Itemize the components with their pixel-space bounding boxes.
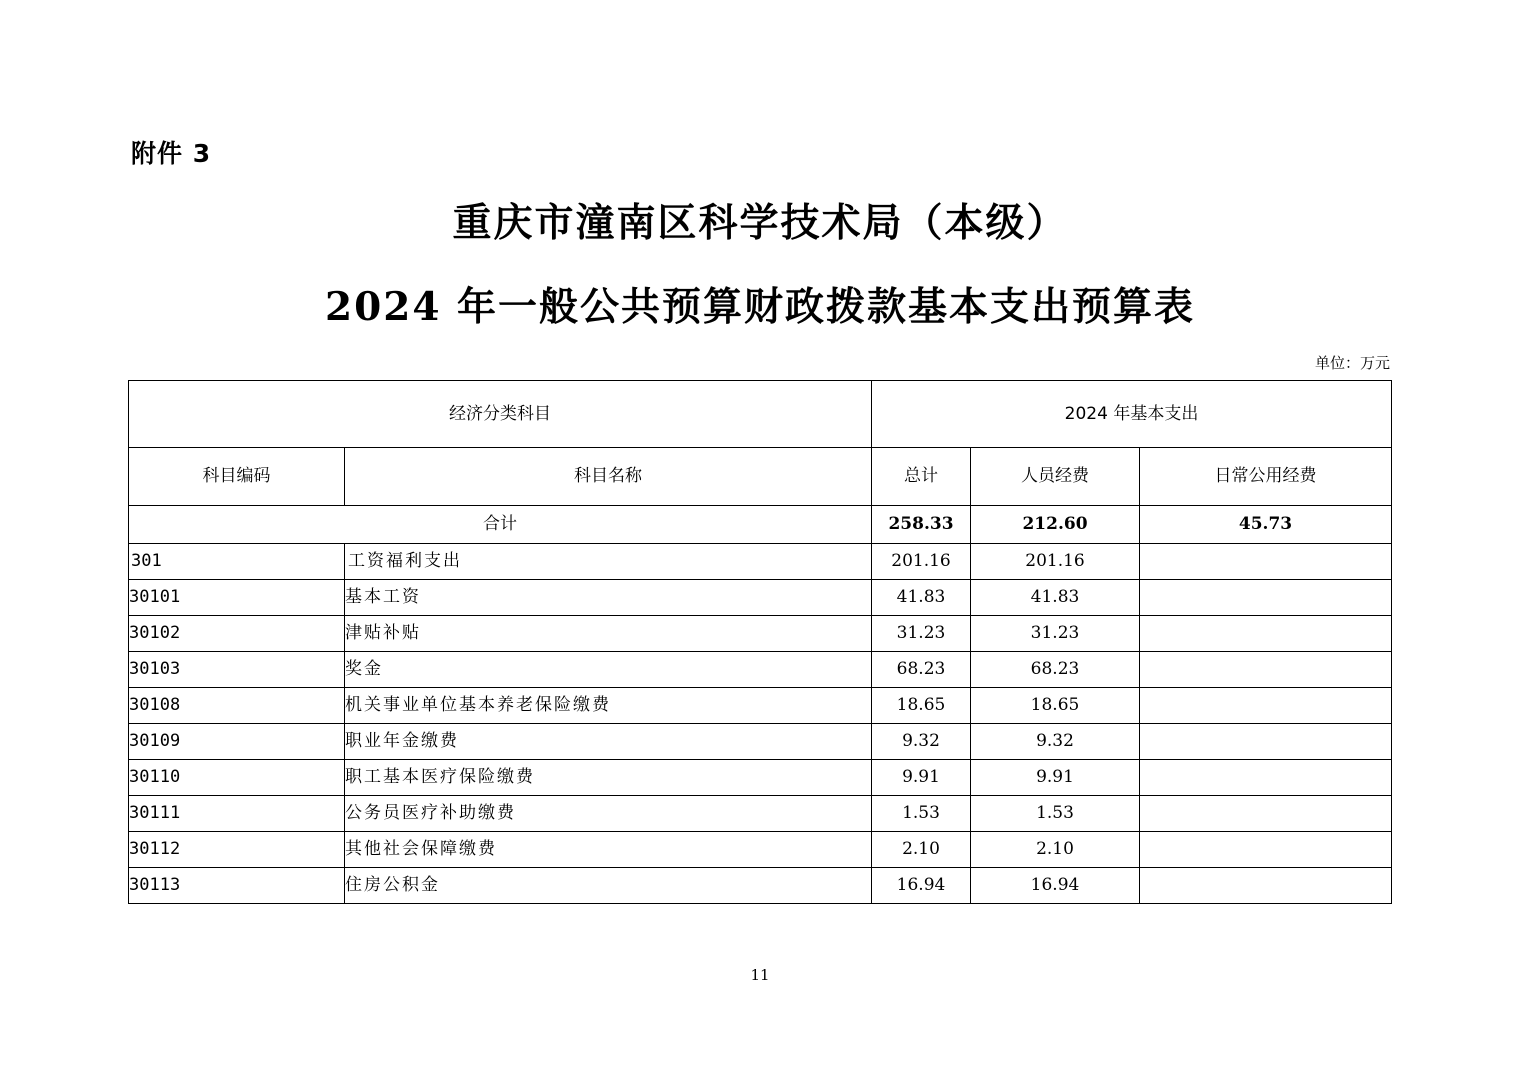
table-row: [129, 760, 1392, 796]
row-public: [1140, 616, 1392, 652]
document-title-line2: 2024 年一般公共预算财政拨款基本支出预算表: [324, 284, 1196, 330]
row-personnel: 1.53: [971, 796, 1140, 832]
total-personnel: 212.60: [971, 506, 1140, 544]
row-personnel: 41.83: [971, 580, 1140, 616]
row-total: 201.16: [872, 544, 971, 580]
header-public: 日常公用经费: [1140, 448, 1392, 506]
table-row: [129, 652, 1392, 688]
budget-table: [128, 380, 1392, 904]
row-name: 职业年金缴费: [345, 724, 872, 760]
row-name: 工资福利支出: [345, 544, 872, 580]
row-name: 其他社会保障缴费: [345, 832, 872, 868]
row-code: 30109: [129, 724, 345, 760]
row-public: [1140, 652, 1392, 688]
table-row: [129, 688, 1392, 724]
total-total: 258.33: [872, 506, 971, 544]
row-name: 奖金: [345, 652, 872, 688]
table-row: [129, 868, 1392, 904]
row-name: 基本工资: [345, 580, 872, 616]
row-total: 16.94: [872, 868, 971, 904]
row-total: 31.23: [872, 616, 971, 652]
row-personnel: 9.32: [971, 724, 1140, 760]
page-number: 11: [750, 966, 770, 984]
table-row: [129, 796, 1392, 832]
header-code: 科目编码: [129, 448, 345, 506]
row-name: 住房公积金: [345, 868, 872, 904]
row-personnel: 9.91: [971, 760, 1140, 796]
table-row: [129, 832, 1392, 868]
row-code: 30101: [129, 580, 345, 616]
row-code: 30111: [129, 796, 345, 832]
row-name: 机关事业单位基本养老保险缴费: [345, 688, 872, 724]
row-personnel: 2.10: [971, 832, 1140, 868]
row-public: [1140, 760, 1392, 796]
row-public: [1140, 796, 1392, 832]
row-code: 30108: [129, 688, 345, 724]
header-total: 总计: [872, 448, 971, 506]
table-row: [129, 724, 1392, 760]
row-public: [1140, 832, 1392, 868]
table-row: [129, 616, 1392, 652]
header-economic-category: 经济分类科目: [129, 381, 872, 448]
row-public: [1140, 724, 1392, 760]
row-personnel: 68.23: [971, 652, 1140, 688]
row-total: 2.10: [872, 832, 971, 868]
row-name: 公务员医疗补助缴费: [345, 796, 872, 832]
total-row: [129, 506, 1392, 544]
header-name: 科目名称: [345, 448, 872, 506]
row-public: [1140, 580, 1392, 616]
attachment-label: 附件 3: [131, 139, 212, 168]
table-row: [129, 544, 1392, 580]
row-personnel: 18.65: [971, 688, 1140, 724]
table-row: [129, 580, 1392, 616]
row-personnel: 16.94: [971, 868, 1140, 904]
row-total: 68.23: [872, 652, 971, 688]
row-code: 30110: [129, 760, 345, 796]
row-code: 30112: [129, 832, 345, 868]
row-public: [1140, 544, 1392, 580]
row-total: 1.53: [872, 796, 971, 832]
row-name: 津贴补贴: [345, 616, 872, 652]
document-title-line1: 重庆市潼南区科学技术局（本级）: [452, 200, 1068, 246]
row-code: 301: [129, 544, 345, 580]
group-header-row: [129, 381, 1392, 448]
row-total: 41.83: [872, 580, 971, 616]
row-name: 职工基本医疗保险缴费: [345, 760, 872, 796]
row-total: 9.32: [872, 724, 971, 760]
row-personnel: 201.16: [971, 544, 1140, 580]
row-public: [1140, 688, 1392, 724]
row-code: 30103: [129, 652, 345, 688]
row-personnel: 31.23: [971, 616, 1140, 652]
row-code: 30102: [129, 616, 345, 652]
column-header-row: [129, 448, 1392, 506]
row-code: 30113: [129, 868, 345, 904]
unit-label: 单位：万元: [1314, 354, 1390, 372]
header-basic-expenditure: 2024 年基本支出: [872, 381, 1392, 448]
row-total: 18.65: [872, 688, 971, 724]
total-public: 45.73: [1140, 506, 1392, 544]
row-total: 9.91: [872, 760, 971, 796]
header-personnel: 人员经费: [971, 448, 1140, 506]
row-public: [1140, 868, 1392, 904]
total-label: 合计: [129, 506, 872, 544]
